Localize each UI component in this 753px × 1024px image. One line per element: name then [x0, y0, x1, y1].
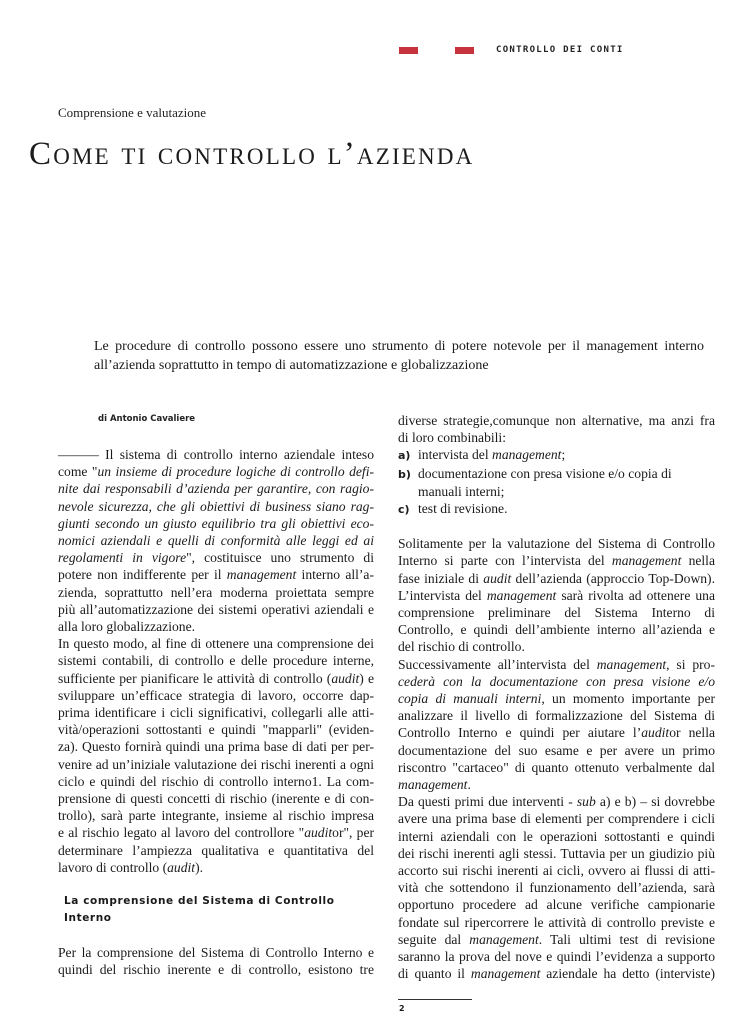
text-line: vità/operazioni sottostanti e quindi "mapparli" (eviden- [58, 722, 374, 738]
header-accent-bar [399, 47, 418, 54]
text-line: di quanto il management aziendale ha detto (interviste) [398, 966, 715, 982]
text-line: za). Questo fornirà quindi una prima base di dati per per- [58, 739, 374, 755]
text-line: fase iniziale di audit dell’azienda (approccio Top-Down). [398, 570, 715, 586]
text-line: copia di manuali interni, un momento importante per [398, 691, 716, 707]
text-line: fondate sul ripercorrere le attività di controllo previste e [398, 914, 715, 930]
paragraph-last-line: di loro combinabili: [398, 430, 506, 446]
text-line: Interno si parte con l’intervista del management nella [398, 553, 715, 569]
text-line: opportuno procedere ad alcune verifiche campionarie [398, 897, 715, 913]
text-line: In questo modo, al fine di ottenere una comprensione dei [58, 636, 374, 652]
paragraph [398, 656, 715, 776]
right-column [398, 412, 715, 983]
text-line: nevole sicurezza, che gli obiettivi di business siano rag- [58, 498, 374, 514]
paragraph-last-line: management. [398, 777, 471, 793]
page-number: 2 [399, 1004, 405, 1013]
lead-line: all’azienda soprattutto in tempo di automatizzazione e globalizzazione [94, 358, 489, 373]
list-item: b) documentazione con presa visione e/o copia di [398, 465, 715, 483]
paragraph-last-line: alla loro globalizzazione. [58, 619, 196, 635]
list-item: c) test di revisione. [398, 500, 715, 518]
text-line: prima identificare i cicli significativi, collegarli alle atti- [58, 705, 374, 721]
text-line: documentazione del suo esame e per avere un primo [398, 742, 715, 758]
text-line: sufficiente per pianificare le attività di controllo (audit) e [58, 670, 374, 686]
text-line: prensione di questi concetti di rischio (inerente e di con- [58, 791, 374, 807]
section-label: CONTROLLO DEI CONTI [496, 45, 624, 55]
list-marker: a) [398, 449, 411, 463]
subheading: La comprensione del Sistema di Controllo [64, 895, 335, 908]
list-item: a) intervista del management; [398, 446, 715, 464]
text-line: Solitamente per la valutazione del Sistema di Controllo [398, 536, 715, 552]
text-line: vità che sottendono il funzionamento dell’azienda, sarà [398, 880, 715, 896]
text-line: analizzare il livello di formalizzazione del Sistema di [398, 708, 715, 724]
text-line: zienda, soprattutto nell’era moderna proiettata sempre [58, 584, 374, 600]
left-column [58, 446, 374, 978]
text-line: trollo), sarà parte integrante, insieme al rischio impresa [58, 808, 374, 824]
text-line: accorto sui rischi inerenti ai cicli, ovvero ai flussi di atti- [398, 863, 715, 879]
text-line: Successivamente all’intervista del management, si pro- [398, 656, 715, 672]
text-line: determinare l’ampiezza qualitativa e quantitativa del [58, 842, 374, 858]
paragraph-last-line: lavoro di controllo (audit). [58, 859, 203, 875]
article-title: Come ti controllo l’azienda [29, 136, 475, 172]
text-line: dei rischi inerenti agli stessi. Tuttavia per un giudizio più [398, 845, 715, 861]
text-line: ——— Il sistema di controllo interno aziendale inteso [58, 447, 374, 462]
text-line: sviluppare un’efficace strategia di lavoro, occorre dap- [58, 687, 374, 703]
paragraph [398, 535, 715, 638]
text-line: seguite dal management. Tali ultimi test di revisione [398, 931, 715, 947]
text-line: riscontro "cartaceo" di quanto ottenuto verbalmente dal [398, 759, 715, 775]
list-marker: c) [398, 503, 410, 517]
paragraph [58, 944, 374, 978]
paragraph [398, 793, 715, 982]
text-line: quindi del rischio inerente e di controllo, esistono tre [58, 962, 374, 978]
text-line: sistemi contabili, di controllo e delle procedure interne, [58, 653, 374, 669]
text-line: potere non indifferente per il management interno all’a- [58, 567, 374, 583]
strategy-list [398, 446, 715, 518]
text-line: giunti secondo un giusto equilibrio tra gli obiettivi eco- [58, 515, 374, 531]
paragraph [58, 446, 374, 618]
paragraph [58, 635, 374, 859]
subheading: Interno [64, 912, 112, 925]
footer-rule [398, 999, 472, 1000]
header-accent-bar [455, 47, 474, 54]
text-line: Da questi primi due interventi - sub a) e b) – si dovrebbe [398, 794, 715, 810]
article-byline: di Antonio Cavaliere [98, 414, 196, 424]
list-marker: b) [398, 467, 411, 481]
article-lead [94, 337, 704, 375]
text-line: venire ad un’iniziale valutazione dei rischi inerenti a ogni [58, 756, 374, 772]
text-line: saranno la prova del nove e quindi l’evidenza a supporto [398, 949, 715, 965]
list-item: manuali interni; [418, 483, 505, 499]
text-line: e al rischio legato al lavoro del controllore "auditor", per [58, 825, 375, 841]
text-line: L’intervista del management sarà rivolta ad ottenere una [398, 587, 716, 603]
text-line: Per la comprensione del Sistema di Controllo Interno e [58, 945, 374, 961]
text-line: diverse strategie,comunque non alternative, ma anzi fra [398, 413, 715, 428]
text-line: Controllo Interno e quindi per aiutare l’auditor nella [398, 725, 716, 741]
text-line: come "un insieme di procedure logiche di controllo defi- [58, 464, 374, 480]
text-line: Controllo, e quindi dell’ambiente interno all’azienda e [398, 622, 715, 638]
article-kicker: Comprensione e valutazione [58, 105, 207, 120]
text-line: nite dai responsabili d’azienda per garantire, con ragio- [58, 481, 374, 497]
text-line: regolamenti in vigore", costituisce uno strumento di [58, 550, 375, 566]
paragraph [398, 412, 715, 429]
text-line: ciclo e quindi del rischio di controllo interno1. La com- [58, 773, 374, 789]
text-line: comprensione preliminare del Sistema Interno di [398, 605, 715, 621]
text-line: nomici aziendali e quelli di conformità alle leggi ed ai [58, 533, 374, 549]
lead-line: Le procedure di controllo possono essere uno strumento di potere notevole per il management interno [94, 339, 704, 354]
paragraph-last-line: del rischio di controllo. [398, 639, 525, 655]
text-line: avere una prima base di elementi per comprendere i cicli [398, 811, 715, 827]
text-line: interni aziendali con le operazioni sottostanti e quindi [398, 828, 715, 844]
text-line: cederà con la documentazione con presa visione e/o [398, 673, 715, 689]
text-line: più all’automatizzazione dei sistemi operativi aziendali e [58, 601, 374, 617]
